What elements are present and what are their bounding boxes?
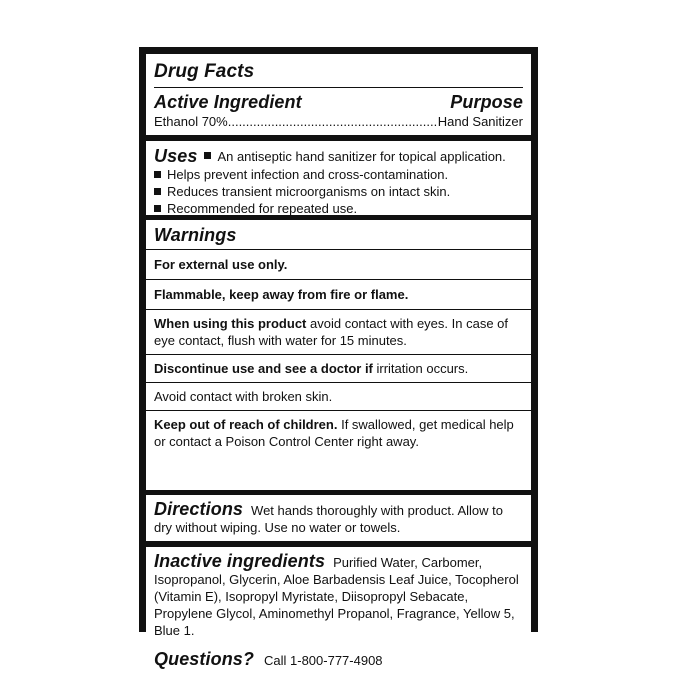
drug-facts-section — [146, 54, 531, 135]
uses-section — [146, 141, 531, 215]
warning-keep-out-label: Keep out of reach of children. — [154, 417, 338, 432]
list-item — [154, 200, 527, 217]
warning-row — [146, 355, 531, 383]
warning-when-using-label: When using this product — [154, 316, 307, 331]
warning-row — [146, 250, 531, 280]
uses-header: Uses — [154, 146, 198, 166]
warnings-header: Warnings — [146, 225, 531, 250]
list-item — [154, 183, 527, 200]
list-item — [154, 166, 527, 183]
bullet-icon — [204, 152, 211, 159]
warning-row — [146, 310, 531, 355]
directions-section — [146, 495, 531, 541]
warning-discontinue-text: irritation occurs. — [372, 361, 469, 376]
warning-row — [146, 411, 531, 454]
active-ingredient-header: Active Ingredient — [154, 92, 302, 112]
use-item-text: Reduces transient microorganisms on intact skin. — [167, 184, 451, 199]
warnings-section — [146, 220, 531, 490]
directions-block — [154, 499, 523, 536]
use-item-text: An antiseptic hand sanitizer for topical application. — [217, 148, 506, 164]
inactive-ingredients-header: Inactive ingredients — [154, 551, 326, 571]
inactive-ingredients-text: Purified Water, Carbomer, Isopropanol, Glycerin, Aloe Barbadensis Leaf Juice, Tocopherol (Vitamin E), Isopropyl Myristate, Diisopropyl Sebacate, Propylene Glycol, Aminomethyl Propanol, Fragrance, Yellow 5, Blue 1. — [154, 555, 519, 638]
directions-header: Directions — [154, 499, 244, 519]
warning-external: For external use only. — [154, 257, 288, 272]
bullet-icon — [154, 188, 161, 195]
ingredient-purpose: Hand Sanitizer — [437, 114, 523, 129]
warning-when-using-text: avoid contact with eyes. In case of eye contact, flush with water for 15 minutes. — [154, 316, 508, 348]
warning-row — [146, 280, 531, 310]
ingredient-row — [154, 113, 523, 130]
bullet-icon — [154, 205, 161, 212]
inactive-ingredients-section — [146, 547, 531, 641]
drug-facts-title: Drug Facts — [154, 62, 523, 88]
warning-keep-out-text: If swallowed, get medical help or contact a Poison Control Center right away. — [154, 417, 514, 449]
questions-header: Questions? — [154, 649, 255, 669]
drug-facts-panel — [139, 47, 538, 669]
purpose-header: Purpose — [450, 92, 523, 112]
use-item-text: Recommended for repeated use. — [167, 201, 358, 216]
active-ingredient-header-row — [154, 92, 523, 112]
leader-dots — [228, 113, 438, 130]
use-item-text: Helps prevent infection and cross-contamination. — [167, 167, 449, 182]
questions-section — [146, 646, 531, 675]
bullet-icon — [154, 171, 161, 178]
questions-block — [154, 649, 523, 669]
ingredient-name: Ethanol 70% — [154, 114, 228, 129]
inactive-ingredients-block — [154, 551, 523, 639]
list-item — [154, 146, 527, 166]
directions-text: Wet hands thoroughly with product. Allow to dry without wiping. Use no water or towels. — [154, 503, 503, 535]
warning-discontinue-label: Discontinue use and see a doctor if — [154, 361, 373, 376]
warning-flammable: Flammable, keep away from fire or flame. — [154, 287, 409, 302]
warning-avoid: Avoid contact with broken skin. — [154, 389, 333, 404]
warning-row — [146, 383, 531, 411]
questions-phone: Call 1-800-777-4908 — [264, 653, 383, 668]
